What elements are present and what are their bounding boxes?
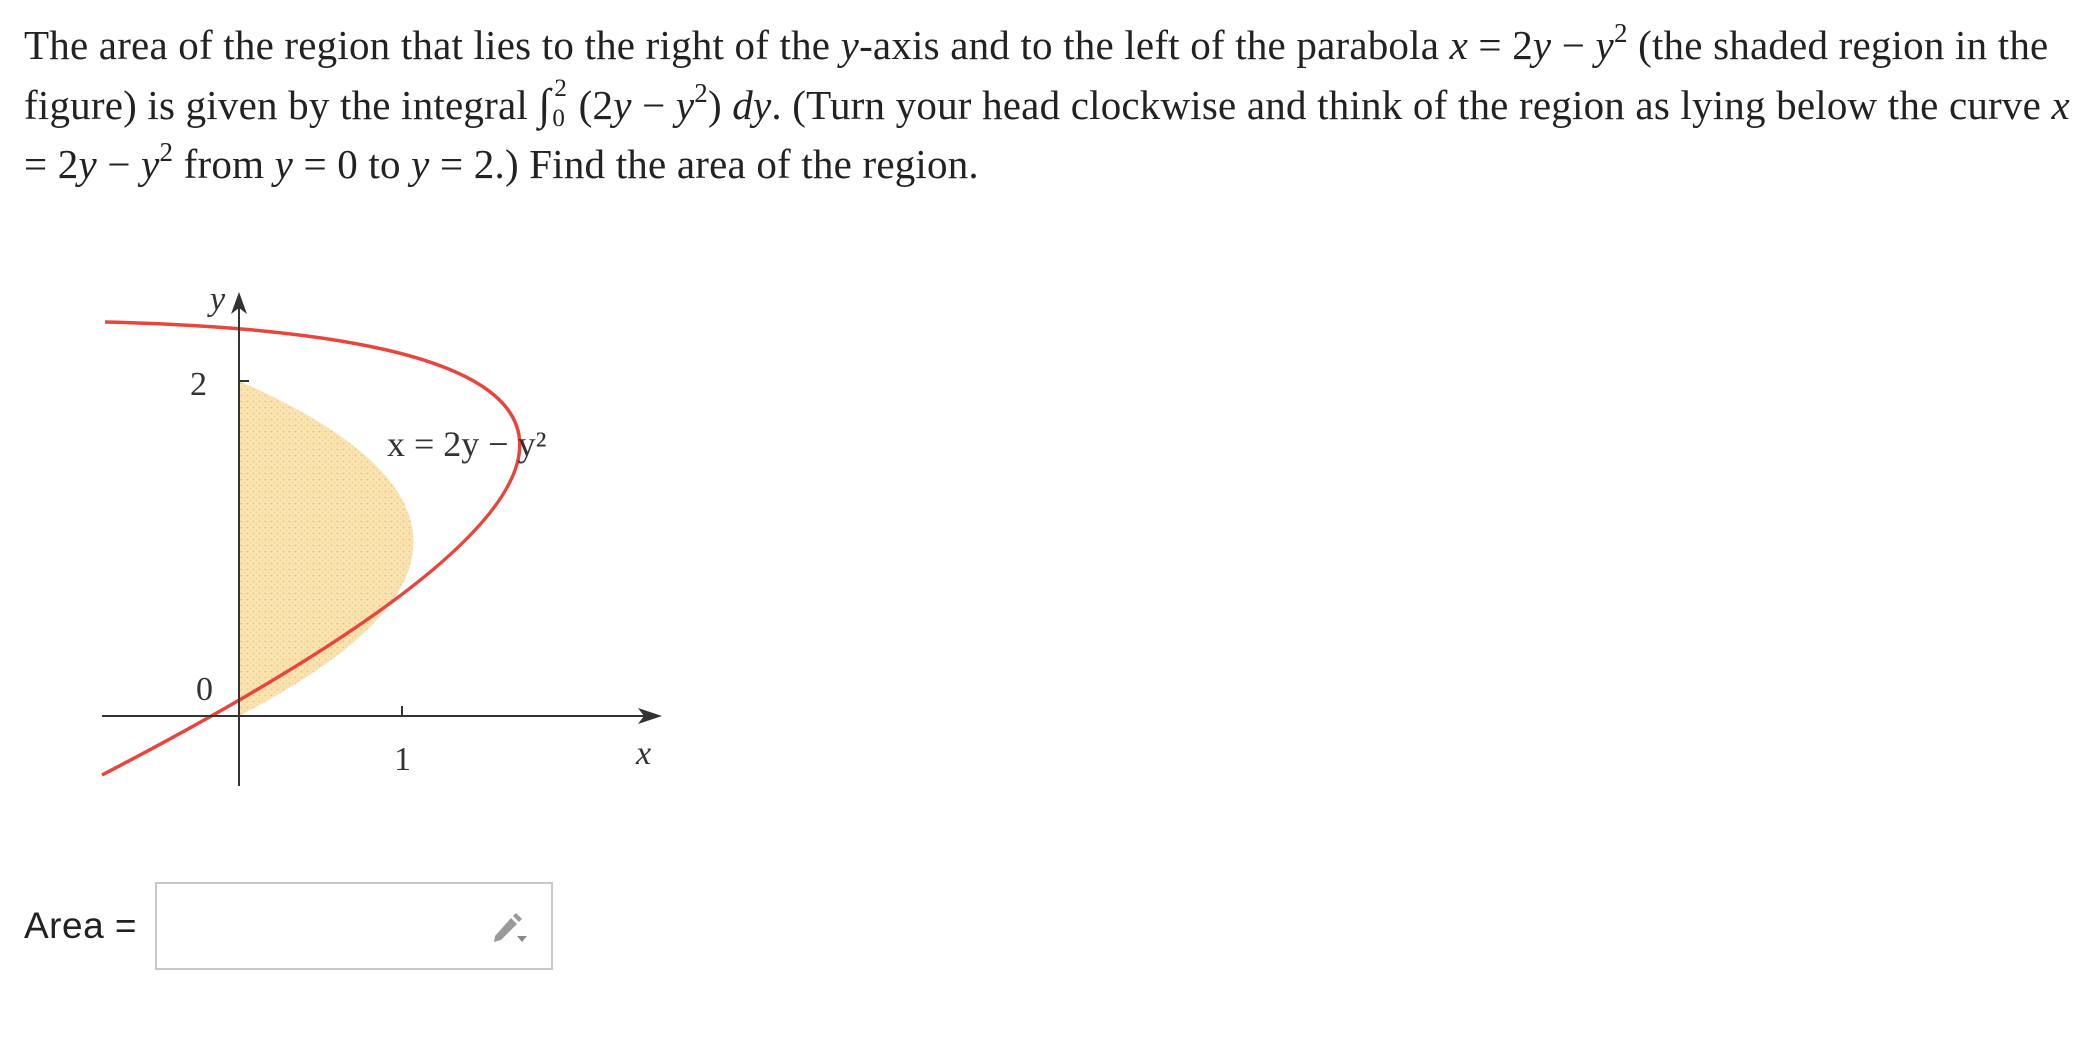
math-variable: x bbox=[2051, 82, 2070, 128]
question-segment: from bbox=[173, 141, 275, 187]
answer-row bbox=[24, 880, 553, 972]
x-axis-label: x bbox=[636, 735, 652, 772]
question-segment: The area of the region that lies to the right of the bbox=[24, 22, 841, 68]
tick-label-y-2: 2 bbox=[190, 366, 207, 403]
question-segment: . (Turn your head clockwise and think of the region as lying below the curve bbox=[771, 82, 2052, 128]
question-segment: (the shaded region in the figure) is given by the integral bbox=[24, 22, 2049, 128]
math-variable: y bbox=[675, 82, 695, 128]
math-exponent: 2 bbox=[694, 78, 708, 108]
pencil-dropdown-icon[interactable] bbox=[489, 910, 529, 946]
question-text bbox=[24, 16, 2074, 194]
math-differential: dy bbox=[721, 82, 772, 128]
integral-sign: ∫ bbox=[538, 80, 551, 129]
math-operator: = 0 to bbox=[293, 141, 412, 187]
math-variable: y bbox=[411, 141, 430, 187]
math-operator: = 2 bbox=[24, 141, 79, 187]
math-operator: = 2 bbox=[1467, 22, 1533, 68]
area-label: Area = bbox=[24, 905, 138, 946]
math-exponent: 2 bbox=[1613, 18, 1628, 48]
question-segment: -axis and to the left of the parabola bbox=[859, 22, 1450, 68]
math-variable: y bbox=[141, 141, 160, 187]
math-operator: − bbox=[1551, 22, 1596, 68]
y-axis-label: y bbox=[210, 281, 226, 318]
integral-upper-bound: 2 bbox=[554, 75, 568, 102]
math-operator: − bbox=[631, 82, 676, 128]
parabola-graph bbox=[60, 250, 700, 810]
question-segment: = 2.) Find the area of the region. bbox=[429, 141, 979, 187]
math-operator: ) bbox=[707, 82, 722, 128]
area-input[interactable] bbox=[157, 884, 487, 968]
parabola-figure bbox=[60, 250, 700, 810]
math-variable: x bbox=[1449, 22, 1468, 68]
integral-symbol bbox=[538, 75, 568, 135]
math-variable: y bbox=[78, 141, 97, 187]
tick-label-x-1: 1 bbox=[394, 741, 411, 778]
curve-equation-label: x = 2y − y² bbox=[387, 424, 547, 464]
math-variable: y bbox=[1532, 22, 1552, 68]
math-operator: − bbox=[96, 141, 142, 187]
area-input-box[interactable] bbox=[155, 882, 553, 970]
tick-label-y-0: 0 bbox=[196, 671, 213, 708]
math-variable: y bbox=[1595, 22, 1614, 68]
math-variable: y bbox=[613, 82, 632, 128]
math-variable: y bbox=[840, 22, 860, 68]
integral-lower-bound: 0 bbox=[552, 105, 566, 132]
math-variable: y bbox=[274, 141, 294, 187]
math-exponent: 2 bbox=[159, 137, 174, 167]
math-operator: (2 bbox=[578, 82, 614, 128]
